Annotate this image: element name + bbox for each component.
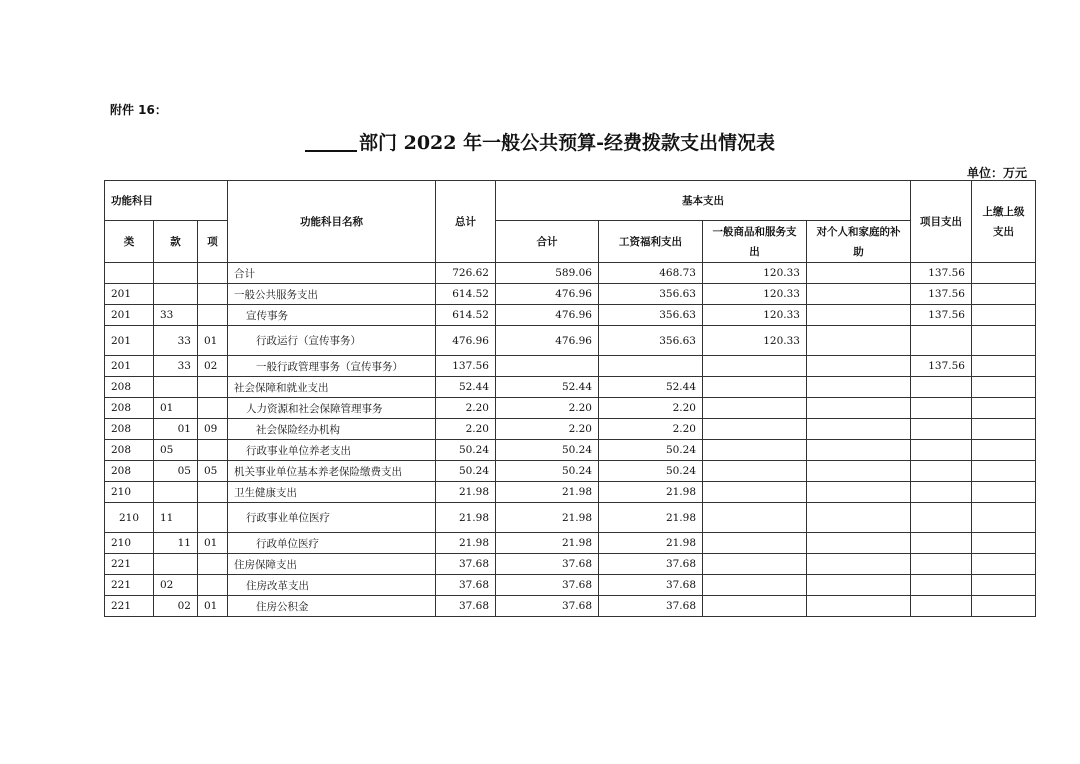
cell-xiang: 01 [198, 596, 228, 617]
cell-lei: 210 [105, 533, 154, 554]
cell-total: 37.68 [436, 575, 496, 596]
cell-salary: 37.68 [599, 575, 703, 596]
cell-kuan: 02 [154, 575, 198, 596]
cell-basic-total [496, 356, 599, 377]
cell-project [911, 533, 972, 554]
cell-xiang: 05 [198, 461, 228, 482]
cell-name: 行政事业单位医疗 [228, 503, 436, 533]
cell-lei: 221 [105, 554, 154, 575]
cell-basic-total: 2.20 [496, 398, 599, 419]
cell-xiang [198, 554, 228, 575]
header-project: 项目支出 [911, 181, 972, 263]
cell-salary: 356.63 [599, 284, 703, 305]
cell-goods: 120.33 [703, 263, 807, 284]
cell-total: 21.98 [436, 503, 496, 533]
cell-personal [807, 326, 911, 356]
cell-goods [703, 533, 807, 554]
cell-goods [703, 440, 807, 461]
cell-project: 137.56 [911, 305, 972, 326]
cell-name: 卫生健康支出 [228, 482, 436, 503]
cell-total: 2.20 [436, 419, 496, 440]
table-row [105, 596, 1036, 617]
expenditure-table [104, 180, 1036, 617]
cell-total: 2.20 [436, 398, 496, 419]
cell-project: 137.56 [911, 356, 972, 377]
cell-name: 行政单位医疗 [228, 533, 436, 554]
cell-project [911, 326, 972, 356]
cell-kuan [154, 377, 198, 398]
header-basic: 基本支出 [496, 181, 911, 221]
cell-personal [807, 461, 911, 482]
cell-upper [972, 440, 1036, 461]
cell-name: 社会保险经办机构 [228, 419, 436, 440]
header-total: 总计 [436, 181, 496, 263]
cell-project [911, 482, 972, 503]
cell-project [911, 503, 972, 533]
cell-personal [807, 554, 911, 575]
header-goods: 一般商品和服务支出 [703, 221, 807, 263]
page-title [0, 128, 1080, 155]
cell-lei: 221 [105, 596, 154, 617]
cell-goods [703, 503, 807, 533]
cell-basic-total: 37.68 [496, 596, 599, 617]
table-row [105, 398, 1036, 419]
cell-name: 一般公共服务支出 [228, 284, 436, 305]
cell-salary: 468.73 [599, 263, 703, 284]
cell-personal [807, 482, 911, 503]
cell-basic-total: 50.24 [496, 461, 599, 482]
cell-upper [972, 377, 1036, 398]
cell-salary: 52.44 [599, 377, 703, 398]
cell-salary: 356.63 [599, 305, 703, 326]
cell-personal [807, 398, 911, 419]
table-row [105, 482, 1036, 503]
cell-lei: 201 [105, 284, 154, 305]
header-kuan: 款 [154, 221, 198, 263]
table-body [105, 263, 1036, 617]
cell-kuan: 05 [154, 461, 198, 482]
cell-name: 合计 [228, 263, 436, 284]
cell-basic-total: 476.96 [496, 305, 599, 326]
table-row [105, 554, 1036, 575]
cell-kuan [154, 263, 198, 284]
cell-lei: 201 [105, 305, 154, 326]
cell-lei [105, 263, 154, 284]
cell-goods: 120.33 [703, 305, 807, 326]
cell-name: 行政事业单位养老支出 [228, 440, 436, 461]
cell-personal [807, 440, 911, 461]
cell-xiang [198, 398, 228, 419]
cell-kuan: 33 [154, 326, 198, 356]
cell-upper [972, 575, 1036, 596]
cell-project [911, 575, 972, 596]
header-func-subject: 功能科目 [105, 181, 228, 221]
cell-personal [807, 596, 911, 617]
table-header [105, 181, 1036, 263]
cell-personal [807, 503, 911, 533]
cell-total: 137.56 [436, 356, 496, 377]
cell-lei: 208 [105, 398, 154, 419]
cell-goods: 120.33 [703, 284, 807, 305]
cell-total: 614.52 [436, 284, 496, 305]
cell-total: 21.98 [436, 482, 496, 503]
cell-basic-total: 589.06 [496, 263, 599, 284]
cell-goods [703, 419, 807, 440]
cell-kuan: 01 [154, 398, 198, 419]
cell-name: 人力资源和社会保障管理事务 [228, 398, 436, 419]
cell-total: 476.96 [436, 326, 496, 356]
cell-xiang [198, 440, 228, 461]
cell-project [911, 377, 972, 398]
header-basic-total: 合计 [496, 221, 599, 263]
cell-kuan: 11 [154, 533, 198, 554]
header-salary: 工资福利支出 [599, 221, 703, 263]
cell-basic-total: 2.20 [496, 419, 599, 440]
cell-kuan: 33 [154, 356, 198, 377]
cell-upper [972, 482, 1036, 503]
cell-project: 137.56 [911, 263, 972, 284]
cell-total: 614.52 [436, 305, 496, 326]
cell-xiang [198, 503, 228, 533]
cell-lei: 208 [105, 440, 154, 461]
cell-upper [972, 554, 1036, 575]
cell-project [911, 596, 972, 617]
table-row [105, 419, 1036, 440]
cell-goods: 120.33 [703, 326, 807, 356]
cell-basic-total: 476.96 [496, 284, 599, 305]
table-row [105, 284, 1036, 305]
cell-goods [703, 596, 807, 617]
cell-basic-total: 21.98 [496, 503, 599, 533]
cell-name: 社会保障和就业支出 [228, 377, 436, 398]
cell-salary: 21.98 [599, 533, 703, 554]
cell-personal [807, 356, 911, 377]
title-text: 部门 2022 年一般公共预算-经费拨款支出情况表 [359, 132, 775, 154]
department-blank [305, 150, 357, 152]
cell-upper [972, 356, 1036, 377]
table-row [105, 263, 1036, 284]
cell-xiang: 02 [198, 356, 228, 377]
cell-lei: 210 [105, 482, 154, 503]
cell-xiang [198, 377, 228, 398]
table-row [105, 440, 1036, 461]
cell-kuan: 05 [154, 440, 198, 461]
cell-name: 宣传事务 [228, 305, 436, 326]
cell-kuan: 33 [154, 305, 198, 326]
cell-personal [807, 419, 911, 440]
cell-salary: 50.24 [599, 440, 703, 461]
cell-project [911, 419, 972, 440]
cell-basic-total: 21.98 [496, 533, 599, 554]
cell-goods [703, 575, 807, 596]
cell-upper [972, 326, 1036, 356]
cell-kuan [154, 554, 198, 575]
cell-salary: 37.68 [599, 596, 703, 617]
cell-upper [972, 533, 1036, 554]
cell-kuan [154, 284, 198, 305]
cell-lei: 201 [105, 326, 154, 356]
cell-lei: 208 [105, 419, 154, 440]
table-row [105, 461, 1036, 482]
cell-lei: 210 [105, 503, 154, 533]
table-row [105, 356, 1036, 377]
cell-project [911, 398, 972, 419]
cell-total: 726.62 [436, 263, 496, 284]
table-row [105, 533, 1036, 554]
table-row [105, 305, 1036, 326]
cell-kuan: 01 [154, 419, 198, 440]
cell-salary [599, 356, 703, 377]
table-row [105, 377, 1036, 398]
cell-total: 21.98 [436, 533, 496, 554]
cell-personal [807, 533, 911, 554]
cell-upper [972, 284, 1036, 305]
cell-project [911, 554, 972, 575]
cell-personal [807, 575, 911, 596]
cell-kuan: 11 [154, 503, 198, 533]
cell-salary: 21.98 [599, 503, 703, 533]
cell-goods [703, 461, 807, 482]
cell-total: 37.68 [436, 554, 496, 575]
cell-upper [972, 419, 1036, 440]
cell-kuan [154, 482, 198, 503]
unit-label: 单位：万元 [966, 166, 1027, 180]
cell-salary: 21.98 [599, 482, 703, 503]
cell-xiang [198, 482, 228, 503]
cell-upper [972, 398, 1036, 419]
cell-name: 机关事业单位基本养老保险缴费支出 [228, 461, 436, 482]
cell-goods [703, 356, 807, 377]
cell-upper [972, 461, 1036, 482]
cell-lei: 221 [105, 575, 154, 596]
header-personal: 对个人和家庭的补助 [807, 221, 911, 263]
table-row [105, 575, 1036, 596]
header-upper: 上缴上级支出 [972, 181, 1036, 263]
cell-salary: 37.68 [599, 554, 703, 575]
cell-lei: 208 [105, 377, 154, 398]
cell-total: 52.44 [436, 377, 496, 398]
cell-name: 住房公积金 [228, 596, 436, 617]
cell-xiang: 01 [198, 326, 228, 356]
cell-goods [703, 377, 807, 398]
cell-name: 行政运行（宣传事务） [228, 326, 436, 356]
cell-personal [807, 305, 911, 326]
cell-basic-total: 21.98 [496, 482, 599, 503]
cell-total: 37.68 [436, 596, 496, 617]
cell-xiang [198, 305, 228, 326]
cell-project [911, 440, 972, 461]
cell-goods [703, 554, 807, 575]
cell-lei: 201 [105, 356, 154, 377]
cell-basic-total: 37.68 [496, 575, 599, 596]
cell-basic-total: 52.44 [496, 377, 599, 398]
cell-name: 住房改革支出 [228, 575, 436, 596]
cell-salary: 2.20 [599, 398, 703, 419]
cell-salary: 2.20 [599, 419, 703, 440]
cell-project: 137.56 [911, 284, 972, 305]
cell-goods [703, 398, 807, 419]
cell-upper [972, 305, 1036, 326]
header-lei: 类 [105, 221, 154, 263]
cell-xiang [198, 263, 228, 284]
table-row [105, 326, 1036, 356]
cell-xiang [198, 284, 228, 305]
cell-total: 50.24 [436, 461, 496, 482]
cell-basic-total: 50.24 [496, 440, 599, 461]
cell-basic-total: 476.96 [496, 326, 599, 356]
header-name: 功能科目名称 [228, 181, 436, 263]
cell-salary: 50.24 [599, 461, 703, 482]
cell-lei: 208 [105, 461, 154, 482]
cell-personal [807, 284, 911, 305]
cell-salary: 356.63 [599, 326, 703, 356]
cell-total: 50.24 [436, 440, 496, 461]
cell-goods [703, 482, 807, 503]
cell-xiang [198, 575, 228, 596]
cell-personal [807, 377, 911, 398]
cell-upper [972, 503, 1036, 533]
cell-name: 住房保障支出 [228, 554, 436, 575]
cell-upper [972, 596, 1036, 617]
cell-xiang: 09 [198, 419, 228, 440]
cell-personal [807, 263, 911, 284]
header-xiang: 项 [198, 221, 228, 263]
cell-basic-total: 37.68 [496, 554, 599, 575]
cell-kuan: 02 [154, 596, 198, 617]
cell-name: 一般行政管理事务（宣传事务） [228, 356, 436, 377]
cell-project [911, 461, 972, 482]
attachment-label: 附件 16： [110, 103, 167, 117]
cell-xiang: 01 [198, 533, 228, 554]
cell-upper [972, 263, 1036, 284]
table-row [105, 503, 1036, 533]
